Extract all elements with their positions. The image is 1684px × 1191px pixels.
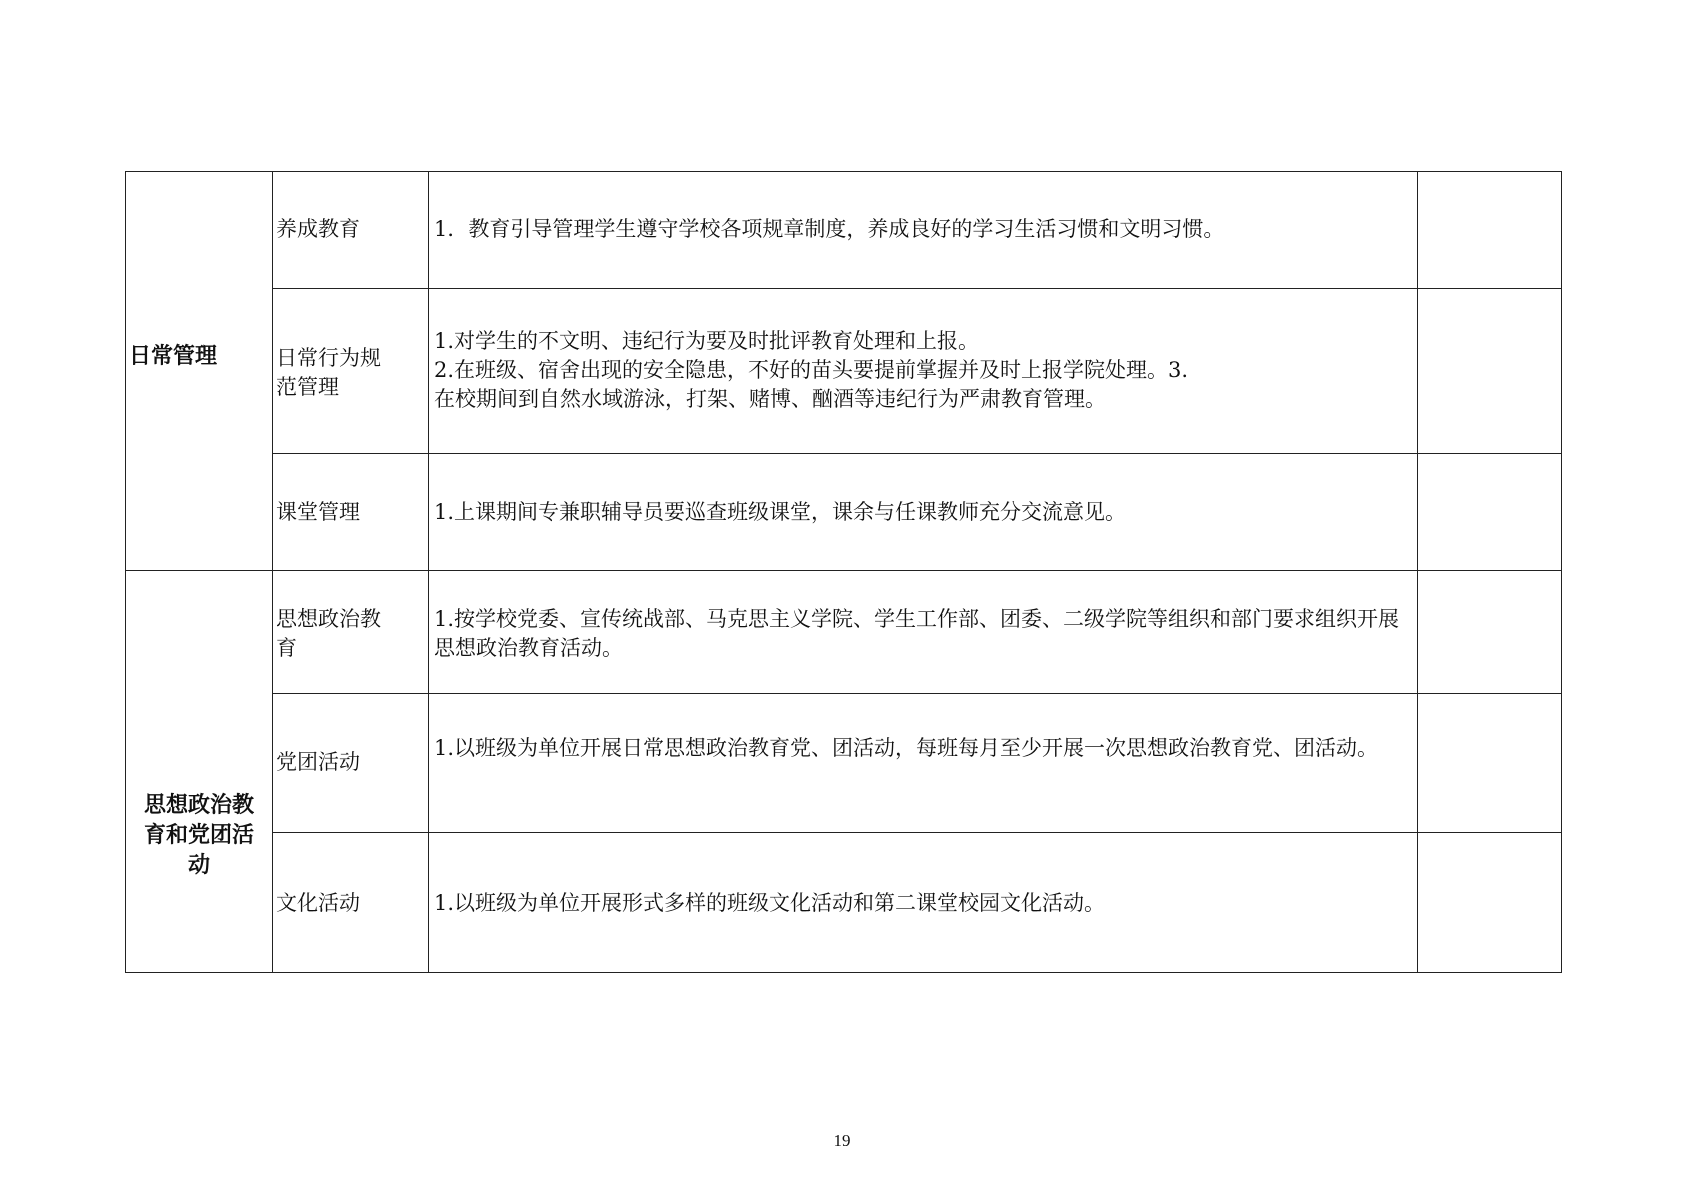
table-border-top [125,171,1562,172]
column-divider [272,171,273,973]
item-label: 课堂管理 [276,500,360,524]
item-content [429,327,1417,414]
management-table [125,171,1562,973]
column-divider [428,171,429,973]
content-line: 1.以班级为单位开展形式多样的班级文化活动和第二课堂校园文化活动。 [434,891,1106,915]
section-divider [125,570,1562,571]
content-line: 1.对学生的不文明、违纪行为要及时批评教育处理和上报。 [434,329,980,353]
item-label: 党团活动 [276,750,360,774]
item-content [429,215,1417,244]
page-number: 19 [833,1131,851,1150]
row-divider [272,832,1562,833]
table-border-left [125,171,126,973]
content-line: 1.以班级为单位开展日常思想政治教育党、团活动，每班每月至少开展一次思想政治教育党、团活动。 [434,736,1379,760]
item-label: 思想政治教育 [276,607,381,660]
row-divider [272,453,1562,454]
table-border-right [1561,171,1562,973]
content-line: 1．教育引导管理学生遵守学校各项规章制度，养成良好的学习生活习惯和文明习惯。 [434,217,1225,241]
row-divider [272,693,1562,694]
category-label: 日常管理 [129,344,218,369]
content-line: 1.上课期间专兼职辅导员要巡查班级课堂，课余与任课教师充分交流意见。 [434,500,1127,524]
item-label: 养成教育 [276,217,360,241]
item-content [429,498,1417,527]
column-divider [1417,171,1418,973]
item-label: 文化活动 [276,891,360,915]
content-line: 在校期间到自然水域游泳，打架、赌博、酗酒等违纪行为严肃教育管理。 [434,387,1106,411]
row-divider [272,288,1562,289]
category-label: 思想政治教育和党团活动 [143,793,254,878]
content-line: 1.按学校党委、宣传统战部、马克思主义学院、学生工作部、团委、二级学院等组织和部门要求组织开展思想政治教育活动。 [434,607,1400,660]
item-content [429,889,1417,918]
item-content [429,734,1417,763]
table-border-bottom [125,972,1562,973]
content-line: 2.在班级、宿舍出现的安全隐患，不好的苗头要提前掌握并及时上报学院处理。3. [434,358,1189,382]
item-label: 日常行为规范管理 [276,346,381,399]
item-content [429,605,1417,663]
